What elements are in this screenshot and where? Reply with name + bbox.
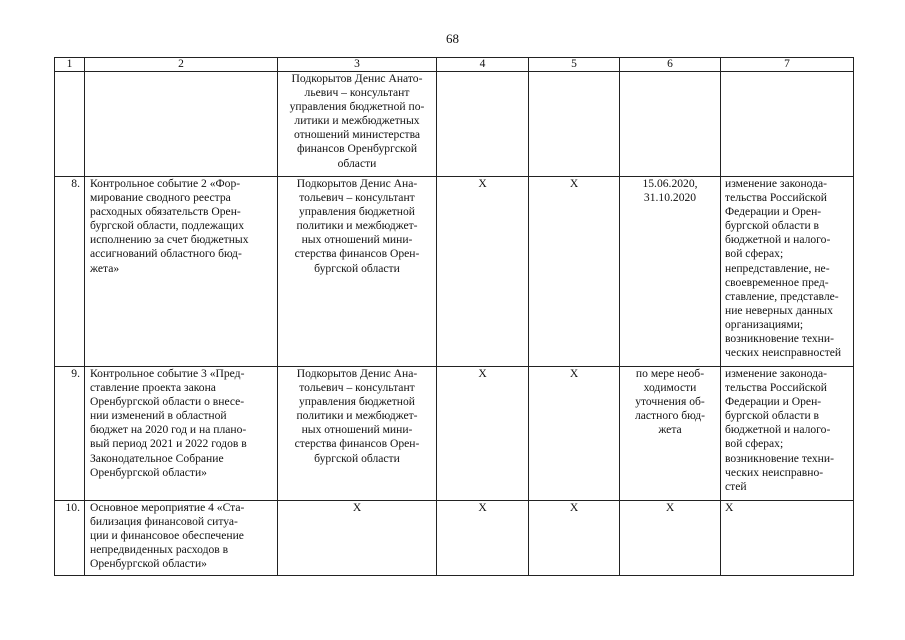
responsible-person bbox=[278, 501, 437, 576]
responsible-line: стерства финансов Орен- bbox=[294, 437, 420, 451]
risk-line: организациями; bbox=[725, 317, 804, 331]
risks-cell bbox=[721, 367, 854, 501]
risk-line: возникновение техни- bbox=[725, 332, 834, 346]
measure-name-line: ции и финансовое обеспечение bbox=[90, 529, 244, 543]
responsible-line: области bbox=[337, 156, 377, 170]
responsible-line: финансов Оренбургской bbox=[296, 142, 418, 156]
responsible-line: литики и межбюджетных bbox=[294, 114, 420, 128]
measure-name-line: ассигнований областного бюд- bbox=[90, 247, 242, 261]
measure-name-line: непредвиденных расходов в bbox=[90, 543, 229, 557]
responsible-line: Подкорытов Денис Анато- bbox=[291, 72, 423, 85]
responsible-line: X bbox=[352, 501, 362, 514]
measure-name-line: мирование сводного реестра bbox=[90, 191, 231, 205]
column-number: 6 bbox=[620, 58, 721, 72]
table-row bbox=[55, 501, 854, 576]
row-number bbox=[55, 72, 85, 177]
measure-name-line: жета» bbox=[90, 261, 120, 275]
column-5-cell bbox=[529, 72, 620, 177]
column-number: 2 bbox=[85, 58, 278, 72]
measure-name-line: Контрольное событие 3 «Пред- bbox=[90, 367, 245, 380]
deadline-line: 15.06.2020, bbox=[642, 177, 698, 190]
responsible-line: управления бюджетной по- bbox=[289, 100, 425, 114]
row-number: 9. bbox=[55, 367, 85, 501]
deadline-line: X bbox=[665, 501, 675, 514]
risk-line: тельства Российской bbox=[725, 191, 827, 205]
risk-line: стей bbox=[725, 479, 747, 493]
measure-name-line: расходных обязательств Орен- bbox=[90, 205, 241, 219]
column-number-row bbox=[55, 58, 854, 72]
risk-line: Федерации и Орен- bbox=[725, 205, 822, 219]
column-5-cell: X bbox=[529, 367, 620, 501]
column-4-cell: X bbox=[437, 177, 529, 367]
row-number: 10. bbox=[55, 501, 85, 576]
column-4-cell: X bbox=[437, 501, 529, 576]
responsible-line: Подкорытов Денис Ана- bbox=[296, 177, 418, 190]
risk-line: бюджетной и налого- bbox=[725, 233, 831, 247]
page-number: 68 bbox=[446, 31, 459, 46]
measure-name-line: Оренбургской области о внесе- bbox=[90, 395, 245, 409]
measure-name bbox=[85, 72, 278, 177]
risk-line: своевременное пред- bbox=[725, 275, 829, 289]
table-row bbox=[55, 367, 854, 501]
risk-line: возникновение техни- bbox=[725, 451, 834, 465]
column-number: 3 bbox=[278, 58, 437, 72]
risk-line: ние неверных данных bbox=[725, 303, 833, 317]
responsible-line: стерства финансов Орен- bbox=[294, 247, 420, 261]
deadline-line: ластного бюд- bbox=[634, 409, 706, 423]
measure-name-line: ставление проекта закона bbox=[90, 381, 216, 395]
risk-line: бургской области в bbox=[725, 219, 820, 233]
risk-line: ставление, представле- bbox=[725, 289, 839, 303]
risk-line: бюджетной и налого- bbox=[725, 423, 831, 437]
risk-line: вой сферах; bbox=[725, 437, 784, 451]
responsible-person bbox=[278, 367, 437, 501]
measure-name-line: исполнению за счет бюджетных bbox=[90, 233, 249, 247]
deadline-cell bbox=[620, 367, 721, 501]
measure-name-line: бургской области, подлежащих bbox=[90, 219, 245, 233]
deadline-cell bbox=[620, 501, 721, 576]
measure-name-line: Оренбургской области» bbox=[90, 557, 207, 571]
risk-line: ческих неисправностей bbox=[725, 346, 842, 360]
deadline-line: жета bbox=[658, 423, 682, 437]
responsible-person bbox=[278, 177, 437, 367]
risks-cell bbox=[721, 72, 854, 177]
measure-name-line: бюджет на 2020 год и на плано- bbox=[90, 423, 247, 437]
deadline-line: уточнения об- bbox=[635, 395, 705, 409]
deadline-cell bbox=[620, 177, 721, 367]
responsible-line: бургской области bbox=[314, 451, 400, 465]
risk-line: ческих неисправно- bbox=[725, 465, 824, 479]
risk-line: вой сферах; bbox=[725, 247, 784, 261]
responsible-line: отношений министерства bbox=[293, 128, 421, 142]
deadline-line: ходимости bbox=[643, 381, 697, 395]
measure-name bbox=[85, 367, 278, 501]
responsible-line: льевич – консультант bbox=[304, 86, 410, 100]
responsible-line: Подкорытов Денис Ана- bbox=[296, 367, 418, 380]
deadline-cell bbox=[620, 72, 721, 177]
responsible-line: управления бюджетной bbox=[299, 205, 415, 219]
deadline-line: по мере необ- bbox=[635, 367, 705, 380]
risk-line: тельства Российской bbox=[725, 381, 827, 395]
responsible-line: ных отношений мини- bbox=[301, 423, 413, 437]
column-4-cell: X bbox=[437, 367, 529, 501]
column-4-cell bbox=[437, 72, 529, 177]
table-row bbox=[55, 177, 854, 367]
measure-name-line: Оренбургской области» bbox=[90, 465, 207, 479]
responsible-line: бургской области bbox=[314, 261, 400, 275]
responsible-line: политики и межбюджет- bbox=[296, 219, 418, 233]
column-number: 5 bbox=[529, 58, 620, 72]
measure-name-line: билизация финансовой ситуа- bbox=[90, 515, 238, 529]
measure-name bbox=[85, 501, 278, 576]
table-row bbox=[55, 72, 854, 177]
risk-line: изменение законода- bbox=[725, 367, 828, 380]
measure-name-line: Основное мероприятие 4 «Ста- bbox=[90, 501, 245, 514]
responsible-line: политики и межбюджет- bbox=[296, 409, 418, 423]
row-number: 8. bbox=[55, 177, 85, 367]
measure-name-line: вый период 2021 и 2022 годов в bbox=[90, 437, 247, 451]
risks-cell bbox=[721, 177, 854, 367]
measure-name-line: Законодательное Собрание bbox=[90, 451, 224, 465]
responsible-line: тольевич – консультант bbox=[299, 191, 415, 205]
column-number: 7 bbox=[721, 58, 854, 72]
column-5-cell: X bbox=[529, 177, 620, 367]
measure-name-line: Контрольное событие 2 «Фор- bbox=[90, 177, 241, 190]
measure-name bbox=[85, 177, 278, 367]
responsible-line: управления бюджетной bbox=[299, 395, 415, 409]
risk-line: Федерации и Орен- bbox=[725, 395, 822, 409]
measures-table bbox=[54, 57, 854, 576]
risk-line: непредставление, не- bbox=[725, 261, 830, 275]
risk-line: изменение законода- bbox=[725, 177, 828, 190]
column-5-cell: X bbox=[529, 501, 620, 576]
column-number: 4 bbox=[437, 58, 529, 72]
risks-cell bbox=[721, 501, 854, 576]
column-number: 1 bbox=[55, 58, 85, 72]
responsible-person bbox=[278, 72, 437, 177]
responsible-line: ных отношений мини- bbox=[301, 233, 413, 247]
responsible-line: тольевич – консультант bbox=[299, 381, 415, 395]
risk-line: X bbox=[725, 501, 734, 514]
risk-line: бургской области в bbox=[725, 409, 820, 423]
measure-name-line: нии изменений в областной bbox=[90, 409, 227, 423]
deadline-line: 31.10.2020 bbox=[643, 191, 697, 205]
